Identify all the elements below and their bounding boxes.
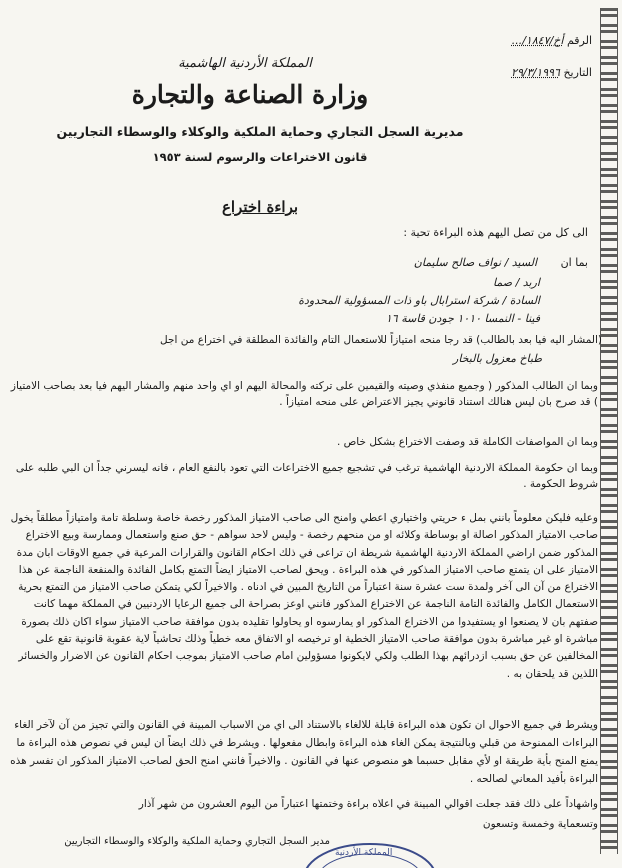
reference-line xyxy=(512,34,592,47)
salutation: الى كل من تصل اليهم هذه البراءة تحية : xyxy=(403,226,588,239)
date-line xyxy=(511,66,592,79)
kingdom-name: المملكة الأردنية الهاشمية xyxy=(178,56,312,71)
applicant-address: اربد / صما xyxy=(493,276,540,289)
paragraph-waiver: وبما ان الطالب المذكور ( وجميع منفذي وصيته والقيمين على تركته والمحالة اليهم او اي واحد منهم والمشار اليهم فيا بعد بصاحب الامتياز ) قد صرح بان ليس هنالك استناد قانوني يجيز الاعتراض على منحه امتيازاً . xyxy=(10,380,598,408)
stamp-text: المملكة الأردنية xyxy=(335,848,393,858)
decorative-border xyxy=(600,8,618,854)
signature-title: مدير السجل التجاري وحماية الملكية والوكلاء والوسطاء التجاريين xyxy=(64,836,330,847)
paragraph-year: وتسعماية وخمسة وتسعون xyxy=(482,818,598,830)
applicant-company: السادة / شركة استرابال باو ذات المسؤولية المحدودة xyxy=(298,294,540,307)
applicant-prefix: بما ان xyxy=(560,256,588,269)
reference-value: أخ/١٨٤٧/... xyxy=(511,34,564,47)
directorate-title: مديرية السجل التجاري وحماية الملكية والوكلاء والوسطاء التجاريين xyxy=(56,124,464,139)
applicant-name: السيد / نواف صالح سليمان xyxy=(413,256,538,269)
paragraph-government: وبما ان حكومة المملكة الاردنية الهاشمية ترغب في تشجيع جميع الاختراعات التي تعود بالنفع العام ، فانه ليسرني جداً ان البي طلبه على شروط الحكومة . xyxy=(15,462,598,490)
applicant-line-1 xyxy=(414,256,588,269)
invention-name: طباخ معزول بالبخار xyxy=(453,352,542,365)
paragraph-attestation: واشهاداً على ذلك فقد جعلت اقوالي المبينة في اعلاه براءة وختمتها اعتباراً من اليوم العشرون من شهر آذار xyxy=(138,798,598,810)
date-value: ٢٩/٣/١٩٩٦ xyxy=(511,66,560,79)
paragraph-specification: وبما ان المواصفات الكاملة قد وصفت الاختراع بشكل خاص . xyxy=(336,436,598,448)
reference-label: الرقم xyxy=(566,34,592,47)
applicant-request: (المشار اليه فيا بعد بالطالب) قد رجا منحه امتيازاً للاستعمال التام والفائدة المطلقة في اختراع من اجل xyxy=(160,334,602,346)
law-title: قانون الاختراعات والرسوم لسنة ١٩٥٣ xyxy=(152,150,368,164)
date-label: التاريخ xyxy=(563,66,592,79)
paragraph-grant: وعليه فليكن معلوماً بانني بمل ء حريتي واختياري اعطي وامنح الى صاحب الامتياز المذكور رخصة خاصة وسلطة تامة وامتيازاً مطلقاً يخول صاحب الامتياز المذكور اصالة او بوساطة وكلائه او من منحهم رخصة - وليس لاحد سواهم - حق صنع واستعمال وممارسة وبيع الاختراع المذكور ضمن اراضي المملكة الاردنية الهاشمية شريطة ان تراعى في ذلك احكام القانون والقرارات المرعية في جميع الاوقات ابان مدة الامتياز على ان يتمتع صاحب الامتياز المذكور في هذه البراءة . ويحق لصاحب الامتياز ايضاً التمتع بكامل الفائدة والمنفعة الناجمة عن هذا الاختراع من آن الى آخر ولمدة ست عشرة سنة اعتباراً من التاريخ المبين في ادناه . والاخيراً لكي يتمكن صاحب الامتياز من التمتع بحرية الاستعمال الكامل والفائدة التامة الناجمة عن الاختراع المذكور فانني اوعز بصراحة الى جميع الرعايا الاردنيين في المملكة مهما كانت صفتهم بان لا يصنعوا او يستفيدوا من الاختراع المذكور او يمارسوه او يحاولوا تقليده بدون موافقة صاحب الامتياز سواء اكان ذلك بصورة مباشرة او غير مباشرة بدون موافقة صاحب الامتياز الخطية او ترخيصه او الاتفاق معه خطياً وذلك تحاشياً لاية عقوبة قانونية تقع على المخالفين عن حق بسبب ازدرائهم بهذا الطلب ولكي لايكونوا مسؤولين امام صاحب الامتياز بموجب احكام القانون عن الاضرار والخسائر اللذين قد يلحقان به . xyxy=(10,512,598,680)
paragraph-revocation: ويشرط في جميع الاحوال ان تكون هذه البراءة قابلة للالغاء بالاستناد الى اي من الاسباب المبينة في القانون والتي تجيز من آن لآخر الغاء البراءات الممنوحة من قبلي وبالنتيجة يمكن الغاء هذه البراءة وابطال مفعولها . ويشرط في ذلك ايضاً ان ليس في نصوص هذه البراءة ما يمنع المنح بأية طريقة او لأي مقابل حسبما هو منصوص عنها في القانون . والاخيراً فانني امنح الحق لصاحب الامتياز المذكور ان تفسر هذه البراءة بأفيد المعاني لصالحه . xyxy=(10,719,598,785)
applicant-company-address: فينا - النمسا ١٠١٠ جودن قاسة ١٦ xyxy=(385,312,540,325)
document-title: براءة اختراع xyxy=(221,198,299,216)
ministry-title: وزارة الصناعة والتجارة xyxy=(131,80,369,109)
